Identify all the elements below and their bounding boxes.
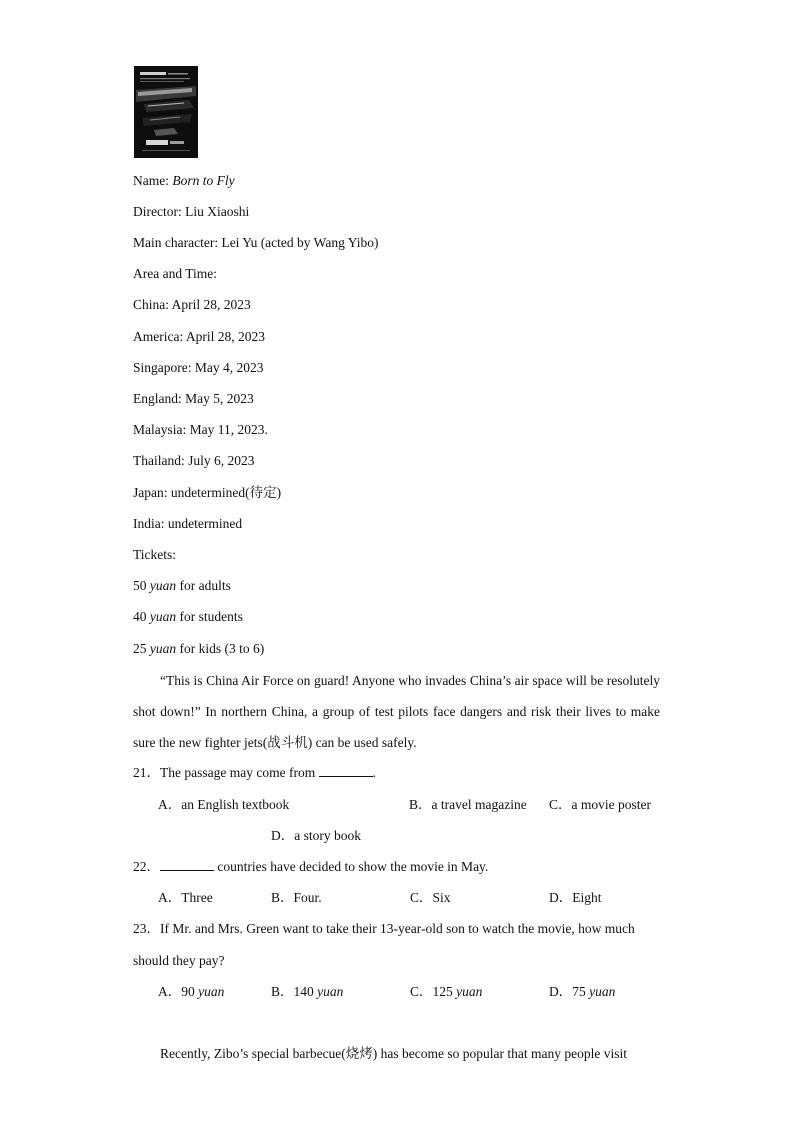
answer-blank <box>319 765 373 777</box>
q22-option-c: C．Six <box>410 890 451 905</box>
passage-paragraph <box>133 665 660 758</box>
area-time-label: Area and Time: <box>133 266 217 281</box>
q21-option-a: A．an English textbook <box>158 797 290 812</box>
release-america: America: April 28, 2023 <box>133 329 265 344</box>
q21-option-d: D．a story book <box>271 828 361 843</box>
question-22-stem: 22． countries have decided to show the movie in May. <box>133 859 489 874</box>
q21-option-c: C．a movie poster <box>549 797 651 812</box>
q22-option-b: B．Four. <box>271 890 322 905</box>
question-23-stem-line2: should they pay? <box>133 953 225 968</box>
movie-poster-image <box>134 66 198 158</box>
q22-option-a: A．Three <box>158 890 213 905</box>
release-england: England: May 5, 2023 <box>133 391 254 406</box>
director-line: Director: Liu Xiaoshi <box>133 204 250 219</box>
question-21-stem: 21．The passage may come from . <box>133 765 376 780</box>
tickets-label: Tickets: <box>133 547 177 562</box>
question-23-stem-line1: 23．If Mr. and Mrs. Green want to take their 13-year-old son to watch the movie, how much <box>133 921 635 936</box>
main-character-line: Main character: Lei Yu (acted by Wang Yibo) <box>133 235 379 250</box>
release-thailand: Thailand: July 6, 2023 <box>133 453 255 468</box>
release-malaysia: Malaysia: May 11, 2023. <box>133 422 268 437</box>
name-value: Born to Fly <box>172 173 235 188</box>
answer-blank <box>160 859 214 871</box>
ticket-students: 40 yuan for students <box>133 609 243 624</box>
movie-name <box>133 173 235 189</box>
q23-option-d: D．75 yuan <box>549 984 616 999</box>
ticket-kids: 25 yuan for kids (3 to 6) <box>133 641 265 656</box>
next-passage-first-line: Recently, Zibo’s special barbecue(烧烤) has become so popular that many people visit <box>160 1046 627 1061</box>
q23-option-b: B．140 yuan <box>271 984 344 999</box>
release-japan: Japan: undetermined(待定) <box>133 485 282 500</box>
release-singapore: Singapore: May 4, 2023 <box>133 360 264 375</box>
q23-option-c: C．125 yuan <box>410 984 483 999</box>
q22-option-d: D．Eight <box>549 890 602 905</box>
ticket-adults: 50 yuan for adults <box>133 578 231 593</box>
release-india: India: undetermined <box>133 516 243 531</box>
q21-option-b: B．a travel magazine <box>409 797 527 812</box>
release-china: China: April 28, 2023 <box>133 297 251 312</box>
q23-option-a: A．90 yuan <box>158 984 225 999</box>
name-label: Name: <box>133 173 173 188</box>
passage-text: “This is China Air Force on guard! Anyone who invades China’s air space will be resolutely shot down!” In northern China, a group of test pilots face dangers and risk their lives to make sure the new fighter jets(战斗机) can be used safely. <box>133 673 660 750</box>
